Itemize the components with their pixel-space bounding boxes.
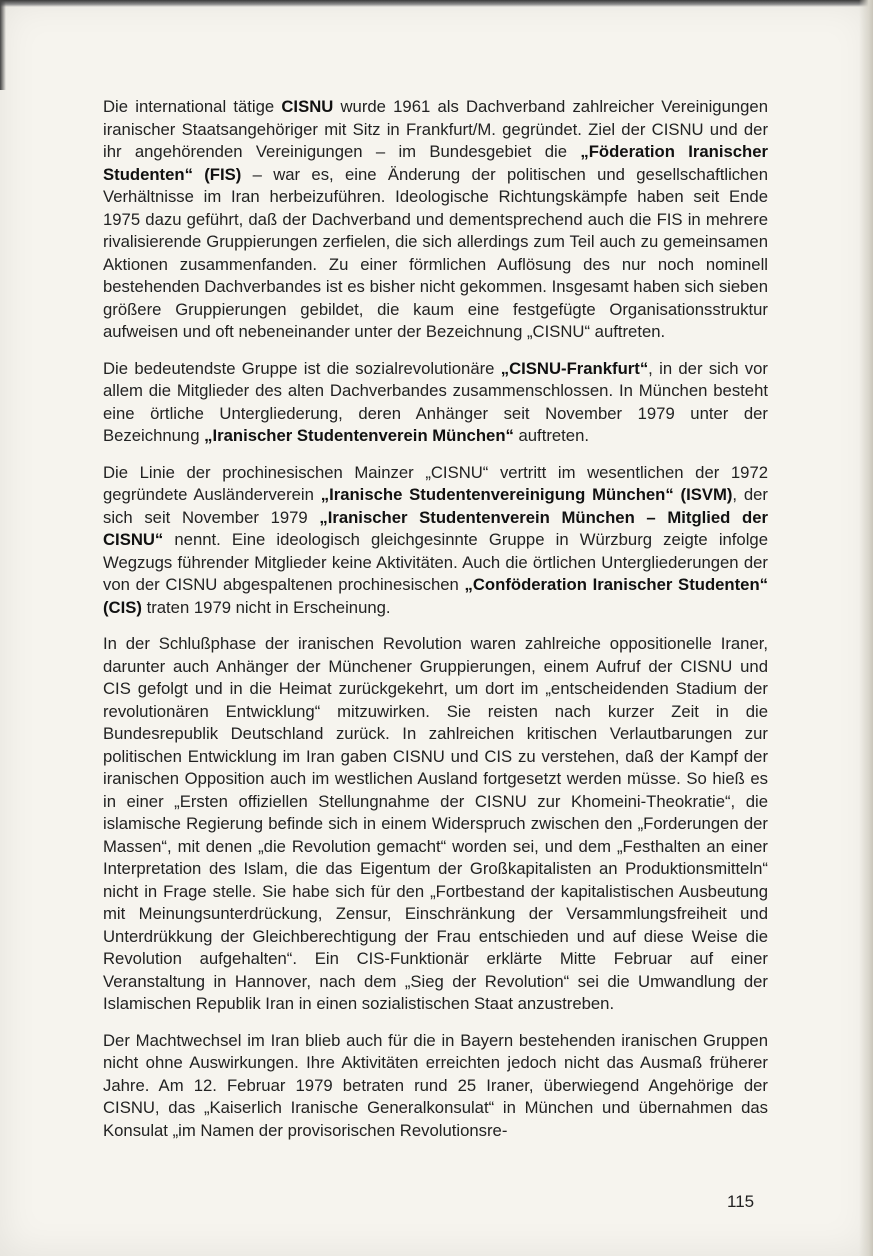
text-run: – war es, eine Änderung der politischen und gesellschaftlichen Verhältnisse im Iran herbeizuführen. Ideologische Richtungskämpfe haben seit Ende 1975 dazu geführt, daß der Dachverband und dementsprechend auch die FIS in mehrere rivalisierende Gruppierungen zerfielen, die sich allerdings zum Teil auch zu gemeinsamen Aktionen zusammenfanden. Zu einer förmlichen Auflösung des nur noch nominell bestehenden Dachverbandes ist es bisher nicht gekommen. Insgesamt haben sich sieben größere Gruppierungen gebildet, die kaum eine festgefügte Organisationsstruktur aufweisen und oft nebeneinander unter der Bezeichnung „CISNU“ auftreten. bbox=[103, 164, 768, 341]
text-run: auftreten. bbox=[513, 426, 590, 445]
bold-term: „Iranische Studentenvereinigung München“ (ISVM) bbox=[320, 485, 733, 504]
text-run: In der Schlußphase der iranischen Revolution waren zahlreiche oppositionelle Iraner, darunter auch Anhänger der Münchener Gruppierungen, einem Aufruf der CISNU und CIS gefolgt und in die Heimat zurückgekehrt, um dort im „entscheidenden Stadium der revolutionären Entwicklung“ mitzuwirken. Sie reisten nach kurzer Zeit in die Bundesrepublik Deutschland zurück. In zahlreichen kritischen Verlautbarungen zur politischen Entwicklung im Iran gaben CISNU und CIS zu verstehen, daß der Kampf der iranischen Opposition auch im westlichen Ausland fortgesetzt werden müsse. So hieß es in einer „Ersten offiziellen Stellungnahme der CISNU zur Khomeini-Theokratie“, die islamische Regierung befinde sich in einem Widerspruch zwischen den „Forderungen der Massen“, mit denen „die Revolution gemacht“ worden sei, und dem „Festhalten an einer Interpretation des Islam, die das Eigentum der Großkapitalisten an Produktionsmitteln“ nicht in Frage stelle. Sie habe sich für den „Fortbestand der kapitalistischen Ausbeutung mit Meinungsunterdrückung, Zensur, Einschränkung der Versammlungsfreiheit und Unterdrükkung der Gleichberechtigung der Frau entschieden und auf diese Weise die Revolution aufgehalten“. Ein CIS-Funktionär erklärte Mitte Februar auf einer Veranstaltung in Hannover, nach dem „Sieg der Revolution“ sei die Umwandlung der Islamischen Republik Iran in einen sozialistischen Staat anzustreben. bbox=[103, 634, 768, 1013]
text-run: , der sich seit November 1979 bbox=[103, 485, 768, 527]
text-run: wurde 1961 als Dachverband zahlreicher Vereinigungen iranischer Staatsangehöriger mit Sitz in Frankfurt/M. gegründet. Ziel der CISNU und der ihr angehörenden Vereinigungen – im Bundesgebiet die bbox=[103, 97, 768, 161]
bold-term: CISNU bbox=[281, 97, 334, 116]
text-run: Die Linie der prochinesischen Mainzer „CISNU“ vertritt im wesentlichen der 1972 gegründete Ausländerverein bbox=[103, 462, 768, 504]
page-top-edge-shadow bbox=[0, 0, 873, 7]
bold-term: „Conföderation Iranischer Studenten“ (CIS) bbox=[103, 575, 768, 617]
page-left-edge-shadow bbox=[0, 0, 6, 90]
paragraph bbox=[103, 358, 768, 448]
paragraph bbox=[103, 96, 768, 344]
text-run: Die international tätige bbox=[103, 97, 282, 116]
paragraph bbox=[103, 1030, 768, 1143]
text-run: traten 1979 nicht in Erscheinung. bbox=[141, 597, 391, 617]
bold-term: „Iranischer Studentenverein München – Mitglied der CISNU“ bbox=[103, 507, 768, 549]
bold-term: „CISNU-Frankfurt“ bbox=[500, 358, 649, 378]
page-number: 115 bbox=[727, 1192, 755, 1211]
text-run: , in der sich vor allem die Mitglieder des alten Dachverbandes zusammenschlossen. In München besteht eine örtliche Untergliederung, deren Anhänger seit November 1979 unter der Bezeichnung bbox=[103, 358, 768, 445]
text-run: Die bedeutendste Gruppe ist die sozialrevolutionäre bbox=[103, 358, 501, 378]
paragraph bbox=[103, 462, 768, 620]
text-run: Der Machtwechsel im Iran blieb auch für die in Bayern bestehenden iranischen Gruppen nicht ohne Auswirkungen. Ihre Aktivitäten erreichten jedoch nicht das Ausmaß früherer Jahre. Am 12. Februar 1979 betraten rund 25 Iraner, überwiegend Angehörige der CISNU, das „Kaiserlich Iranische Generalkonsulat“ in München und übernahmen das Konsulat „im Namen der provisorischen Revolutionsre- bbox=[103, 1030, 768, 1140]
bold-term: „Iranischer Studentenverein München“ bbox=[204, 426, 514, 445]
page-right-edge-shadow bbox=[859, 0, 873, 1256]
body-text bbox=[103, 96, 768, 1156]
text-run: nennt. Eine ideologisch gleichgesinnte Gruppe in Würzburg zeigte infolge Wegzugs führender Mitglieder keine Aktivitäten. Auch die örtlichen Untergliederungen der von der CISNU abgespaltenen prochinesischen bbox=[103, 530, 768, 594]
bold-term: „Föderation Iranischer Studenten“ (FIS) bbox=[103, 142, 769, 184]
paragraph bbox=[103, 633, 768, 1016]
